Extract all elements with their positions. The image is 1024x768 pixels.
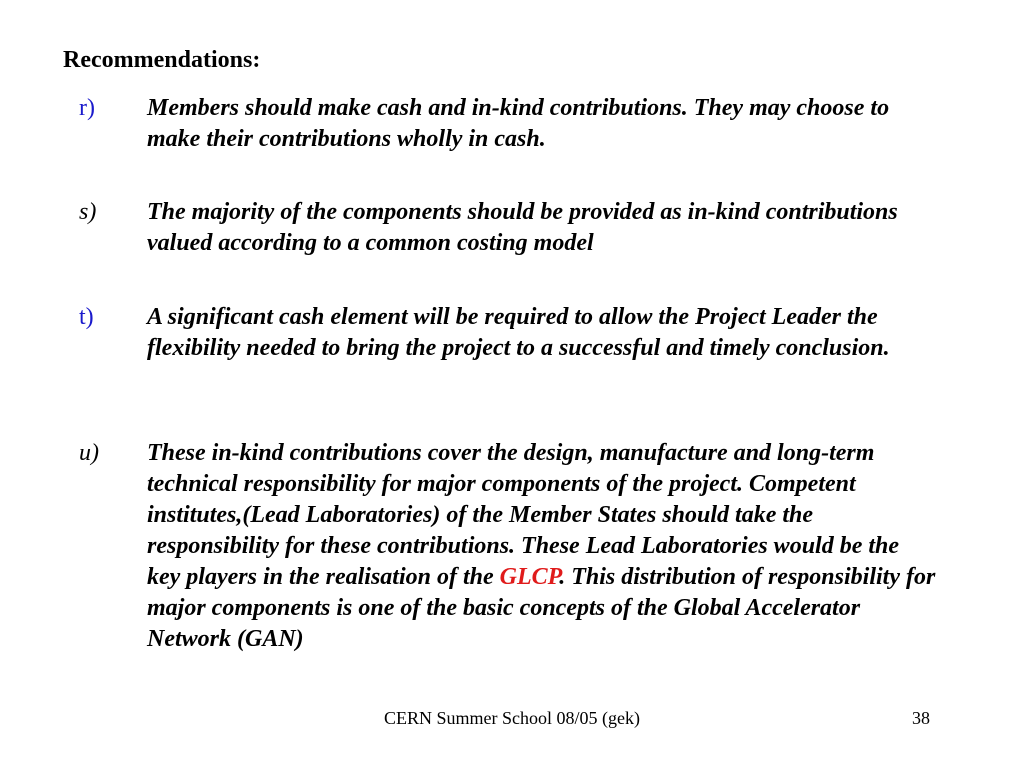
list-item-text-s: The majority of the components should be provided as in-kind contributions valued according to a common costing model — [147, 199, 898, 256]
glcp-highlight: GLCP — [499, 564, 560, 590]
list-item-text-u-part2: . This distribution of responsibility for major components is one of the basic concepts of the Global Accelerator Network (GAN) — [147, 564, 936, 652]
list-item-text-t: A significant cash element will be required to allow the Project Leader the flexibility needed to bring the project to a successful and timely conclusion. — [147, 304, 890, 361]
page-number: 38 — [912, 708, 930, 728]
list-item-text-u — [147, 438, 937, 655]
list-marker-t: t) — [79, 304, 94, 330]
slide-heading: Recommendations: — [63, 47, 261, 73]
list-item-text-r: Members should make cash and in-kind contributions. They may choose to make their contributions wholly in cash. — [147, 95, 890, 152]
list-marker-s: s) — [79, 199, 97, 225]
list-marker-r: r) — [79, 95, 95, 121]
list-item-text-u-part1: These in-kind contributions cover the design, manufacture and long-term technical responsibility for major components of the project. Competent institutes,(Lead Laboratories) of the Member States should take the responsibility for these contributions. These Lead Laboratories would be the key players in the realisation of the — [147, 440, 900, 590]
list-marker-u: u) — [79, 440, 99, 466]
footer-label: CERN Summer School 08/05 (gek) — [384, 708, 640, 728]
